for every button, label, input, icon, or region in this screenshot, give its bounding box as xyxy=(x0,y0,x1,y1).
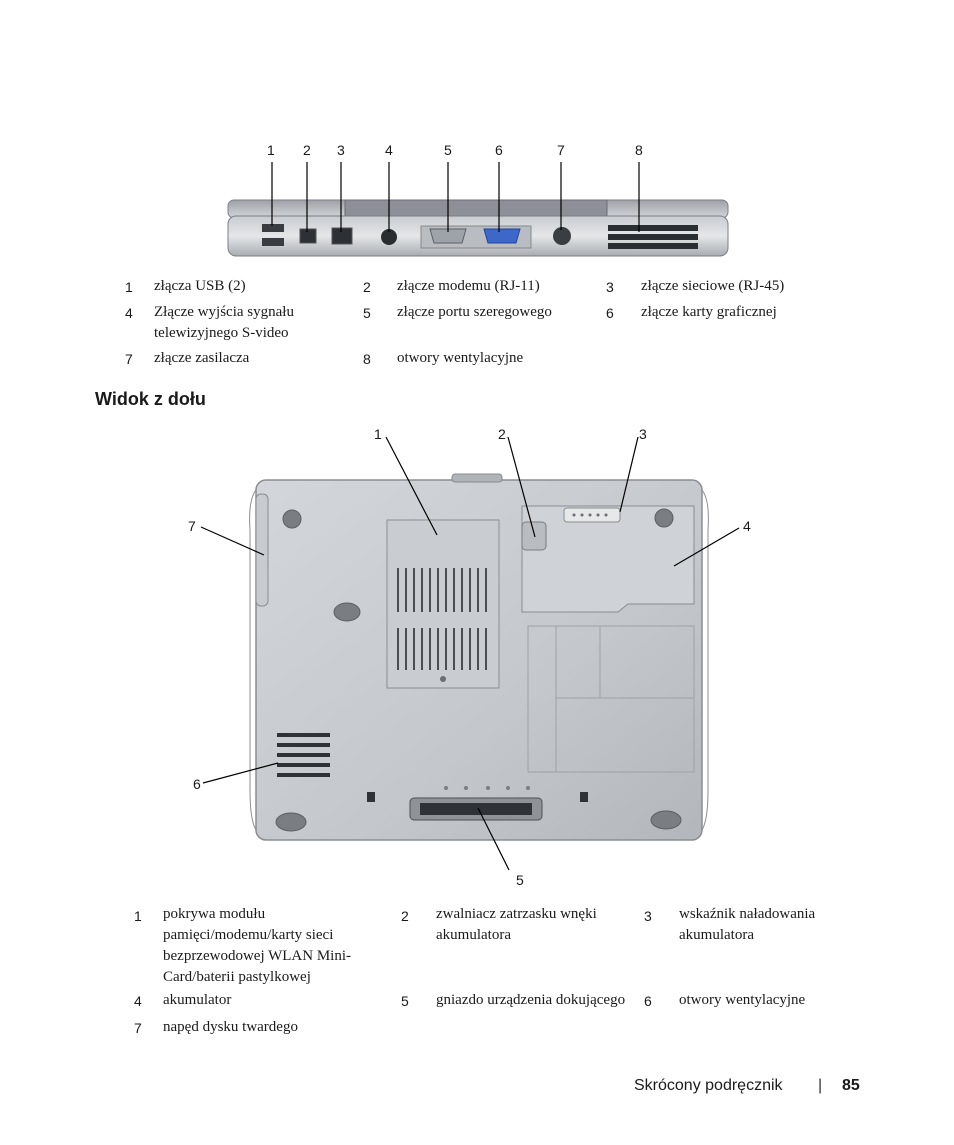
rubber-foot xyxy=(283,510,301,528)
legend-text: złącze modemu (RJ-11) xyxy=(397,278,540,294)
rubber-foot xyxy=(655,509,673,527)
legend-num: 2 xyxy=(363,279,371,295)
legend-text: pokrywa modułu pamięci/modemu/karty sieci bezprzewodowej WLAN Mini-Card/baterii pastylkowej xyxy=(163,906,351,985)
legend-text: zwalniacz zatrzasku wnęki akumulatora xyxy=(436,906,597,943)
legend-text: złącze zasilacza xyxy=(154,350,250,366)
legend-text: złącze portu szeregowego xyxy=(397,304,552,320)
legend-num: 7 xyxy=(134,1020,142,1036)
rubber-foot xyxy=(276,813,306,831)
rear-callout-3: 3 xyxy=(337,142,345,158)
page-number: 85 xyxy=(842,1077,860,1094)
bottom-callout-7: 7 xyxy=(188,518,196,534)
legend-num: 5 xyxy=(401,993,409,1009)
bottom-callout-5: 5 xyxy=(516,872,524,888)
legend-num: 6 xyxy=(606,305,614,321)
bottom-callout-3: 3 xyxy=(639,426,647,442)
legend-num: 5 xyxy=(363,305,371,321)
vents-icon xyxy=(608,225,698,249)
rear-callout-8: 8 xyxy=(635,142,643,158)
legend-num: 1 xyxy=(125,279,133,295)
bottom-callout-4: 4 xyxy=(743,518,751,534)
memory-module-cover xyxy=(387,520,499,688)
legend-text: otwory wentylacyjne xyxy=(397,350,524,366)
legend-num: 7 xyxy=(125,351,133,367)
legend-text: złącza USB (2) xyxy=(154,278,246,294)
bottom-callout-6: 6 xyxy=(193,776,201,792)
legend-num: 6 xyxy=(644,993,652,1009)
modem-port-icon xyxy=(300,229,316,243)
legend-text: złącze sieciowe (RJ-45) xyxy=(641,278,785,294)
legend-text: złącze karty graficznej xyxy=(641,304,777,320)
legend-num: 2 xyxy=(401,908,409,924)
bottom-callout-2: 2 xyxy=(498,426,506,442)
legend-num: 3 xyxy=(606,279,614,295)
legend-num: 1 xyxy=(134,908,142,924)
rear-callout-4: 4 xyxy=(385,142,393,158)
rear-callout-1: 1 xyxy=(267,142,275,158)
battery-charge-gauge xyxy=(564,508,620,522)
rubber-foot xyxy=(651,811,681,829)
legend-num: 4 xyxy=(125,305,133,321)
video-port-icon xyxy=(484,229,520,243)
legend-text: otwory wentylacyjne xyxy=(679,992,806,1008)
rear-callout-6: 6 xyxy=(495,142,503,158)
hard-drive-edge xyxy=(256,494,268,606)
network-port-icon xyxy=(332,228,352,244)
power-connector-icon xyxy=(553,227,571,245)
legend-text: wskaźnik naładowania akumulatora xyxy=(679,906,816,943)
hinge-bar xyxy=(345,200,607,218)
bottom-callout-1: 1 xyxy=(374,426,382,442)
rear-callout-5: 5 xyxy=(444,142,452,158)
rear-callout-7: 7 xyxy=(557,142,565,158)
legend-text: gniazdo urządzenia dokującego xyxy=(436,992,626,1008)
footer-title: Skrócony podręcznik xyxy=(634,1077,783,1094)
legend-num: 8 xyxy=(363,351,371,367)
section-heading: Widok z dołu xyxy=(95,389,206,409)
battery-bay-latch xyxy=(522,522,546,550)
legend-text: napęd dysku twardego xyxy=(163,1019,298,1035)
footer-separator: | xyxy=(818,1077,823,1094)
rubber-foot xyxy=(334,603,360,621)
rear-view-illustration xyxy=(0,0,954,280)
legend-text: Złącze wyjścia sygnału telewizyjnego S-video xyxy=(154,304,294,341)
legend-num: 4 xyxy=(134,993,142,1009)
rear-callout-2: 2 xyxy=(303,142,311,158)
legend-text: akumulator xyxy=(163,992,232,1008)
legend-num: 3 xyxy=(644,908,652,924)
bottom-view-illustration xyxy=(0,420,954,890)
